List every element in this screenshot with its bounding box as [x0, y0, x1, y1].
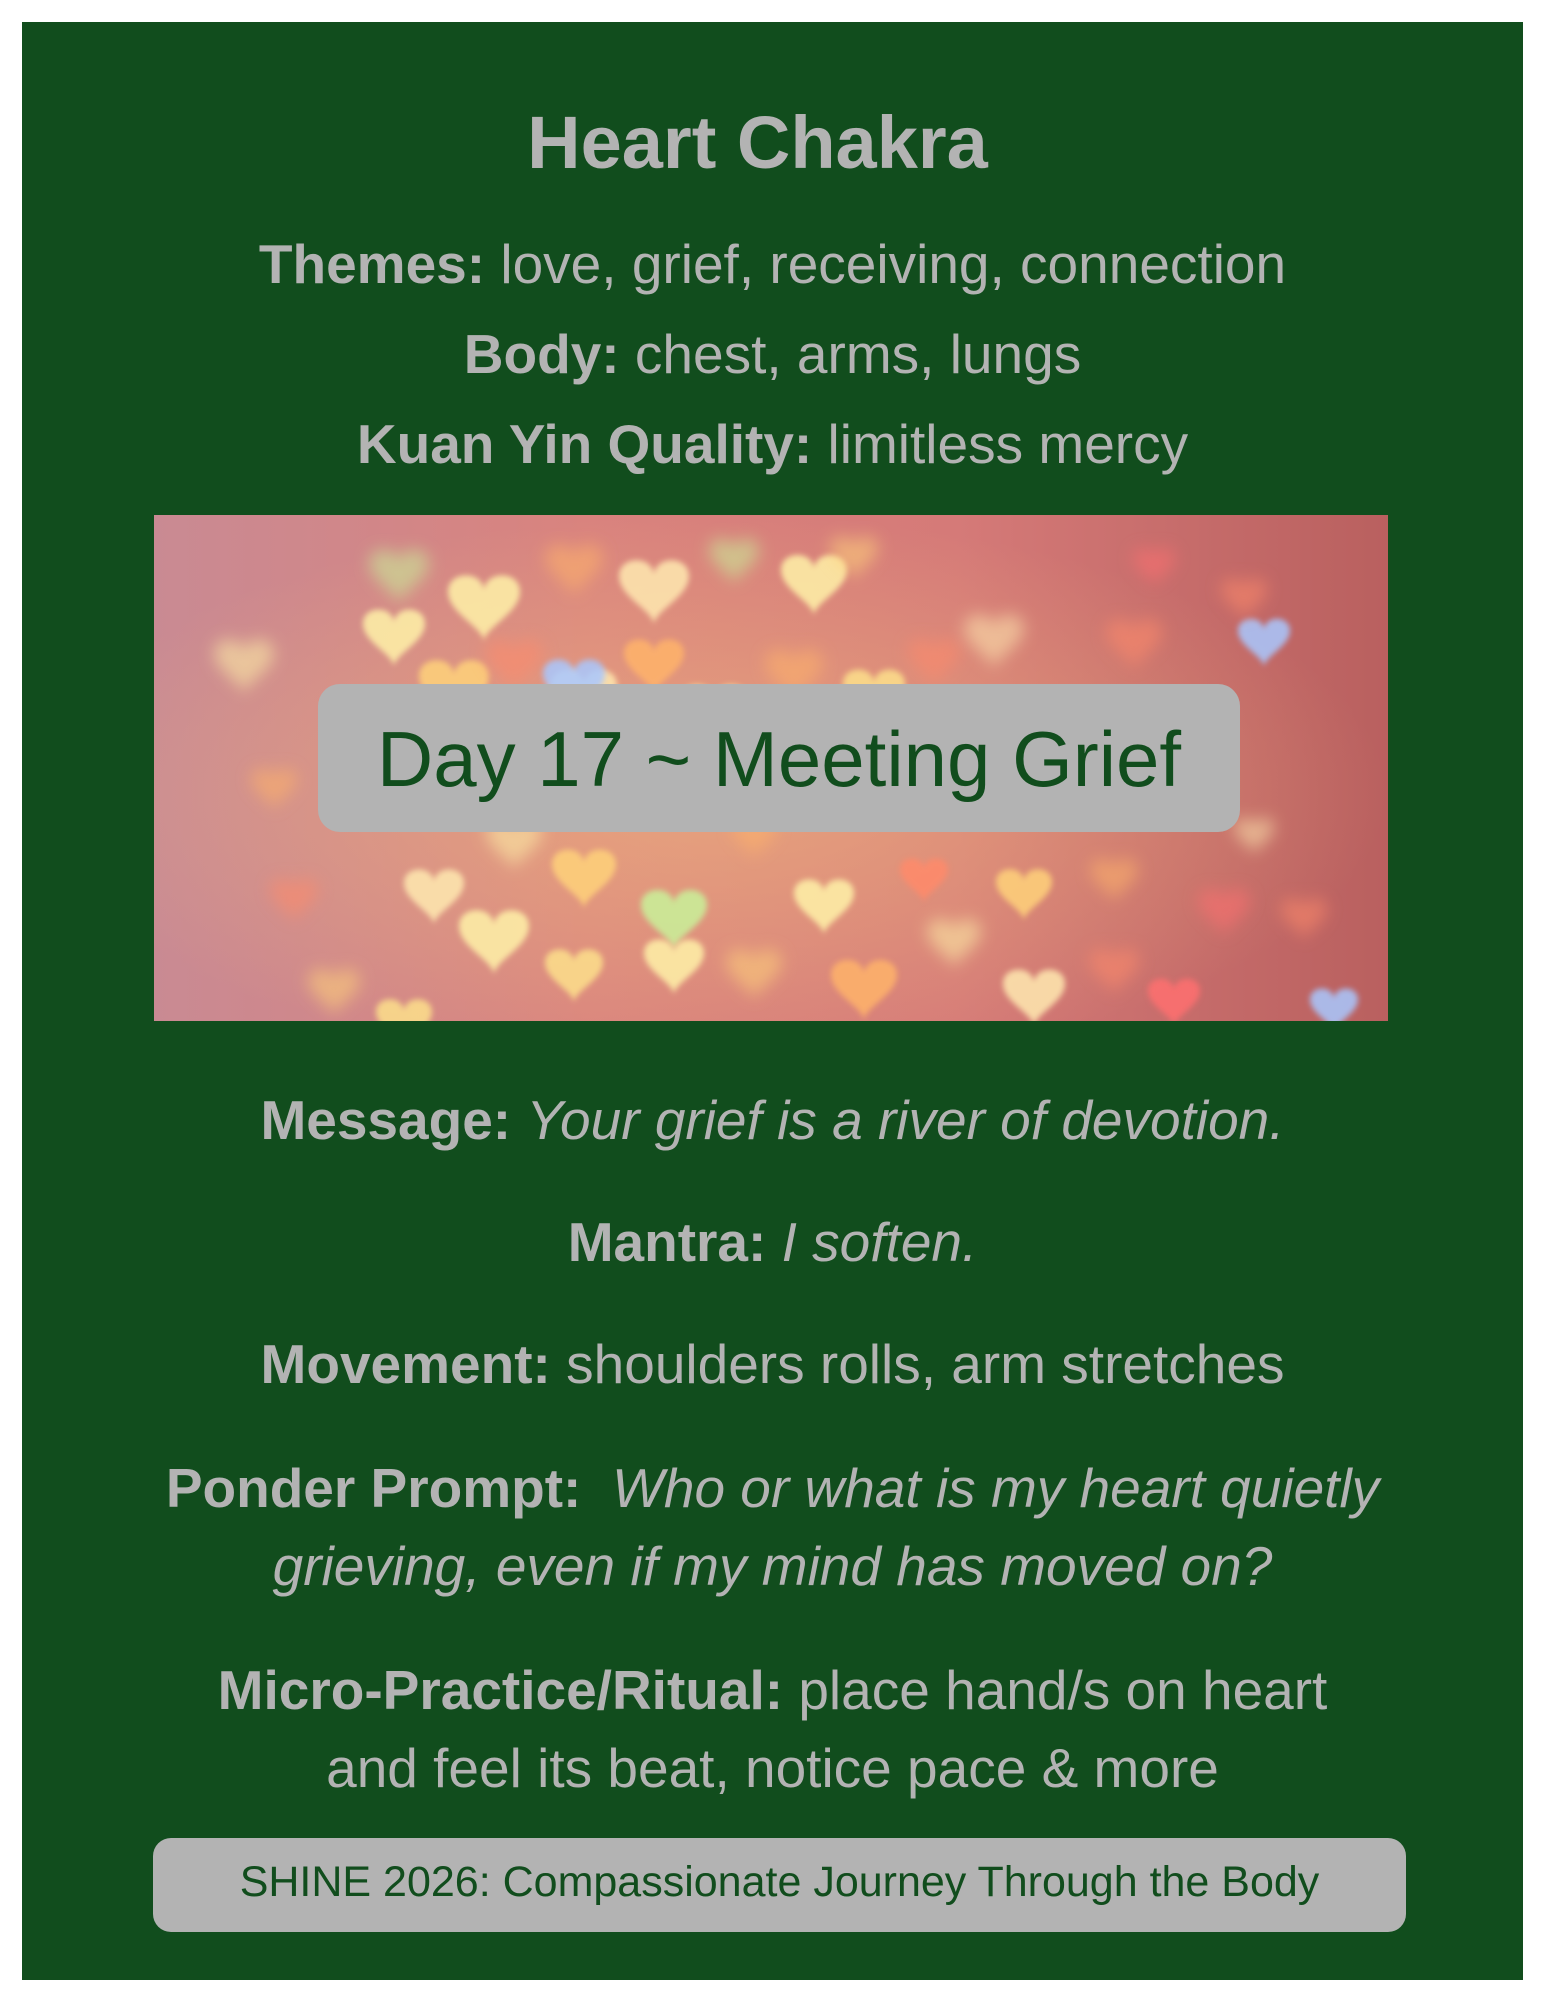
ponder-label: Ponder Prompt:: [165, 1457, 582, 1519]
page-title: Heart Chakra: [527, 101, 988, 184]
mantra-line: [0, 1210, 1545, 1274]
ritual-line-1: [0, 1658, 1545, 1722]
message-line: [0, 1088, 1545, 1152]
quality-label: Kuan Yin Quality:: [356, 413, 813, 475]
body-label: Body:: [463, 323, 620, 385]
day-title: Day 17 ~ Meeting Grief: [376, 715, 1182, 803]
movement-line: [0, 1332, 1545, 1396]
mantra-label: Mantra:: [567, 1211, 767, 1273]
themes-line: [0, 232, 1545, 296]
body-line: [0, 322, 1545, 386]
themes-value: love, grief, receiving, connection: [500, 233, 1287, 295]
ponder-line-1: [0, 1456, 1545, 1520]
footer-badge: [153, 1838, 1406, 1932]
body-value: chest, arms, lungs: [634, 323, 1082, 385]
ritual-value-2: and feel its beat, notice pace & more: [326, 1737, 1219, 1799]
quality-value: limitless mercy: [827, 413, 1189, 475]
quality-line: [0, 412, 1545, 476]
ritual-value-1: place hand/s on heart: [798, 1659, 1328, 1721]
ponder-value-1: Who or what is my heart quietly: [611, 1457, 1380, 1519]
mantra-value: I soften.: [781, 1211, 978, 1273]
message-value: Your grief is a river of devotion.: [526, 1089, 1285, 1151]
footer-text: SHINE 2026: Compassionate Journey Through the Body: [239, 1858, 1320, 1906]
themes-label: Themes:: [258, 233, 486, 295]
ponder-line-2: [0, 1534, 1545, 1598]
movement-value: shoulders rolls, arm stretches: [566, 1333, 1285, 1395]
ritual-line-2: [0, 1736, 1545, 1800]
movement-label: Movement:: [260, 1333, 551, 1395]
day-title-badge: [318, 684, 1240, 832]
message-label: Message:: [260, 1089, 512, 1151]
ritual-label: Micro-Practice/Ritual:: [217, 1659, 784, 1721]
ponder-value-2: grieving, even if my mind has moved on?: [272, 1535, 1273, 1597]
